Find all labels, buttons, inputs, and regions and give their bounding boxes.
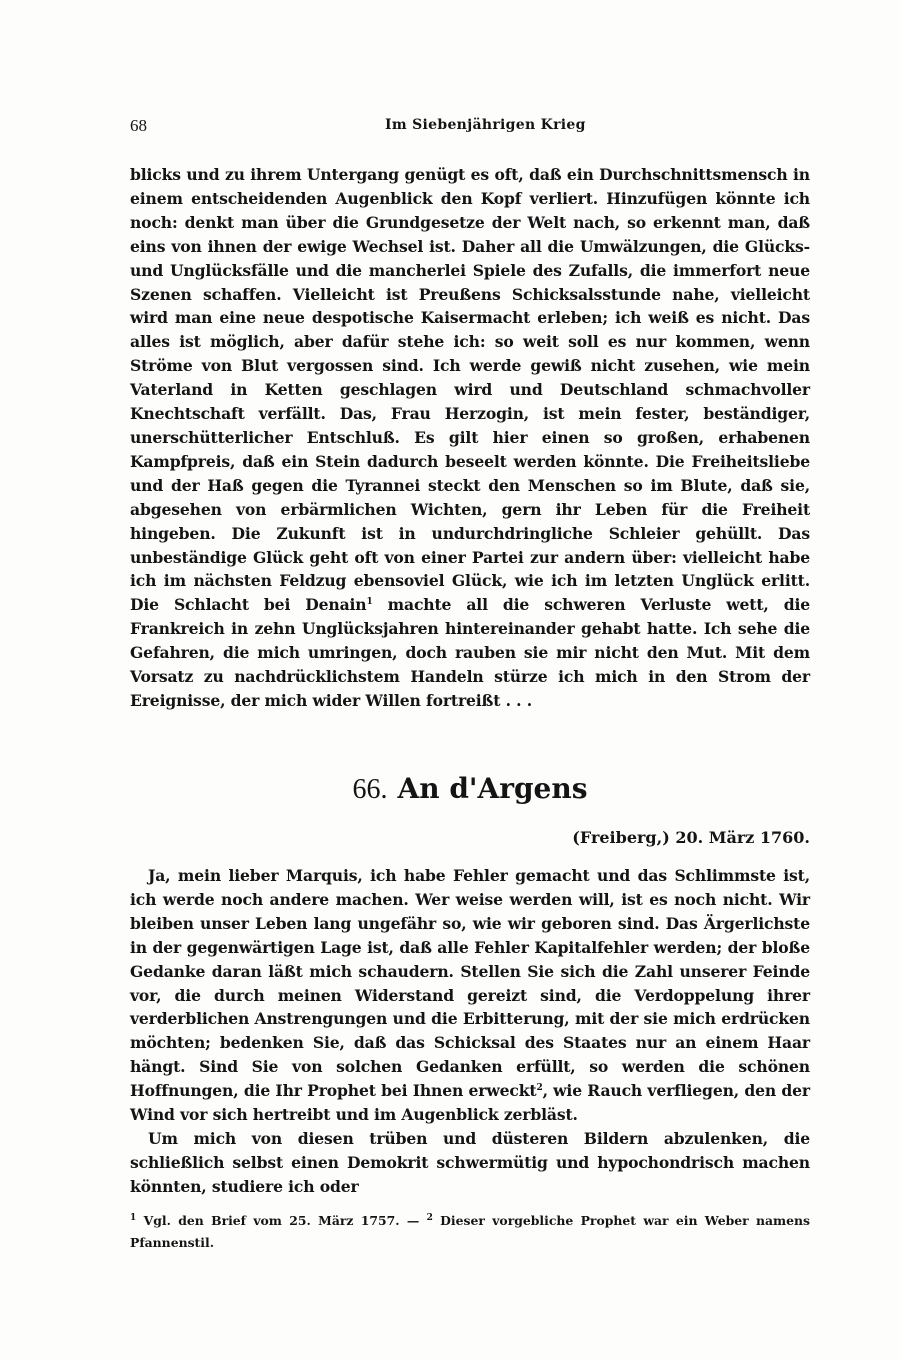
continued-text: [130, 163, 810, 713]
letter-number: 66.: [352, 774, 388, 805]
footnote-marker: 1: [366, 597, 373, 608]
paragraph-text: , wie Rauch verfliegen, den der Wind vor sich hertreibt und im Augenblick zerbläst.: [130, 1081, 810, 1125]
footnote-text: Dieser vorgebliche Prophet war ein Weber namens Pfannenstil.: [130, 1213, 810, 1250]
letter-dateline: (Freiberg,) 20. März 1760.: [572, 828, 810, 847]
footnote-text: Vgl. den Brief vom 25. März 1757. —: [136, 1213, 427, 1228]
running-head: [130, 116, 810, 138]
footnotes: [130, 1210, 810, 1254]
paragraph-text: Ja, mein lieber Marquis, ich habe Fehler gemacht und das Schlimmste ist, ich werde noch andere machen. Wer weise werden will, ist es noch nicht. Wir bleiben unser Leben lang ungefähr so, wie wir geboren sind. Das Ärgerlichste in der gegenwärtigen Lage ist, daß alle Fehler Kapitalfehler werden; der bloße Gedanke daran läßt mich schaudern. Stellen Sie sich die Zahl unserer Feinde vor, die durch meinen Widerstand gereizt sind, die Verdoppelung ihrer verderblichen Anstrengungen und die Erbitterung, mit der sie mich erdrücken möchten; bedenken Sie, daß das Schicksal des Staates nur an einem Haar hängt. Sind Sie von solchen Gedanken erfüllt, so werden die schönen Hoffnungen, die Ihr Prophet bei Ihnen erweckt: [130, 866, 810, 1101]
running-head-title: Im Siebenjährigen Krieg: [385, 117, 586, 133]
letter-title: An d'Argens: [397, 772, 588, 805]
paragraph: [130, 864, 810, 1127]
paragraph-text: blicks und zu ihrem Untergang genügt es oft, daß ein Durchschnittsmensch in einem entscheidenden Augenblick den Kopf verliert. Hinzufügen könnte ich noch: denkt man über die Grundgesetze der Welt nach, so erkennt man, daß eins von ihnen der ewige Wechsel ist. Daher all die Umwälzungen, die Glücks- und Unglücksfälle und die mancherlei Spiele des Zufalls, die immerfort neue Szenen schaffen. Vielleicht ist Preußens Schicksalsstunde nahe, vielleicht wird man eine neue despotische Kaisermacht erleben; ich weiß es nicht. Das alles ist möglich, aber dafür stehe ich: so weit soll es nur kommen, wenn Ströme von Blut vergossen sind. Ich werde gewiß nicht zusehen, wie mein Vaterland in Ketten geschlagen wird und Deutschland schmachvoller Knechtschaft verfällt. Das, Frau Herzogin, ist mein fester, beständiger, unerschütterlicher Entschluß. Es gilt hier einen so großen, erhabenen Kampfpreis, daß ein Stein dadurch beseelt werden könnte. Die Freiheitsliebe und der Haß gegen die Tyrannei steckt den Menschen so im Blute, daß sie, abgesehen von erbärmlichen Wichten, gern ihr Leben für die Freiheit hingeben. Die Zukunft ist in undurchdringliche Schleier gehüllt. Das unbeständige Glück geht oft von einer Partei zur andern über: vielleicht habe ich im nächsten Feldzug ebensoviel Glück, wie ich im letzten Unglück erlitt. Die Schlacht bei Denain: [130, 165, 810, 615]
footnote-marker: 2: [426, 1212, 433, 1223]
letter-heading: [130, 772, 810, 806]
letter-body: [130, 864, 810, 1199]
page-number: 68: [130, 116, 147, 135]
footnote-marker: 2: [536, 1082, 543, 1093]
footnote-marker: 1: [130, 1212, 137, 1223]
paragraph-text: machte all die schweren Verluste wett, die Frankreich in zehn Unglücksjahren hintereinander gehabt hatte. Ich sehe die Gefahren, die mich umringen, doch rauben sie mir nicht den Mut. Mit dem Vorsatz zu nachdrücklichstem Handeln stürze ich mich in den Strom der Ereignisse, der mich wider Willen fortreißt . . .: [130, 595, 810, 710]
paragraph: Um mich von diesen trüben und düsteren Bildern abzulenken, die schließlich selbst einen Demokrit schwermütig und hypochondrisch machen könnten, studiere ich oder: [130, 1128, 810, 1196]
